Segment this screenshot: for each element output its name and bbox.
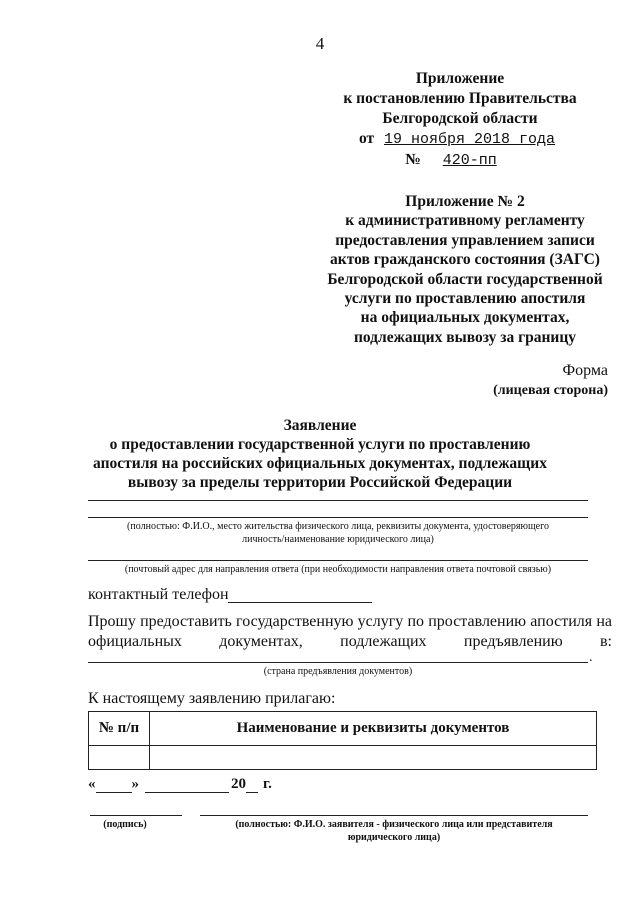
appendix-title: Приложение bbox=[415, 70, 505, 87]
request-line-1: Прошу предоставить государственную услугу по проставлению апостиля на bbox=[88, 613, 612, 630]
appendix-date bbox=[320, 129, 600, 150]
date-year-suffix: г. bbox=[263, 776, 272, 792]
appendix-2-line: актов гражданского состояния (ЗАГС) bbox=[330, 251, 600, 269]
statement-line: вывозу за пределы территории Российской Федерации bbox=[127, 474, 513, 491]
appendix-line-1: к постановлению Правительства bbox=[343, 90, 577, 107]
caption-applicant-line-2: юридического лица) bbox=[347, 832, 441, 843]
appendix-2-line: услуги по проставлению апостиля bbox=[344, 290, 586, 308]
date-day-field[interactable] bbox=[96, 778, 132, 793]
applicant-fullname-field[interactable] bbox=[200, 815, 588, 816]
page-number: 4 bbox=[315, 34, 325, 53]
caption-fullname bbox=[88, 520, 588, 546]
table-row[interactable] bbox=[89, 746, 597, 770]
appendix-2-line: предоставления управлением записи bbox=[335, 231, 595, 249]
appendix-header bbox=[320, 69, 600, 171]
request-line-2 bbox=[88, 633, 612, 651]
table-cell-number[interactable] bbox=[89, 746, 150, 770]
caption-signature: (подпись) bbox=[103, 819, 147, 830]
documents-table bbox=[88, 711, 597, 770]
date-close-quote: » bbox=[131, 776, 139, 792]
appendix-2-block bbox=[300, 192, 630, 347]
appendix-2-title: Приложение № 2 bbox=[405, 193, 525, 210]
contact-phone-label: контактный телефон bbox=[88, 586, 229, 603]
caption-fullname-line-2: личность/наименование юридического лица) bbox=[242, 534, 434, 545]
applicant-name-line-1[interactable] bbox=[88, 500, 588, 501]
date-month-field[interactable] bbox=[145, 778, 229, 793]
table-header-row bbox=[89, 712, 597, 746]
column-header-number: № п/п bbox=[89, 712, 150, 746]
caption-country: (страна предъявления документов) bbox=[263, 666, 413, 677]
postal-address-line[interactable] bbox=[88, 560, 588, 561]
statement-line: о предоставлении государственной услуги по проставлению bbox=[109, 436, 531, 453]
applicant-name-line-2[interactable] bbox=[88, 517, 588, 518]
appendix-date-value: 19 ноября 2018 года bbox=[384, 131, 556, 148]
contact-phone-field[interactable] bbox=[228, 602, 372, 603]
signature-field[interactable] bbox=[90, 815, 182, 816]
caption-applicant-line-1: (полностью: Ф.И.О. заявителя - физического лица или представителя bbox=[235, 819, 553, 830]
caption-applicant bbox=[200, 818, 588, 844]
appendix-number bbox=[320, 150, 600, 171]
appendix-number-prefix: № bbox=[405, 151, 421, 168]
request-word: предъявлению bbox=[463, 633, 563, 650]
caption-fullname-line-1: (полностью: Ф.И.О., место жительства физического лица, реквизиты документа, удостоверяющего bbox=[127, 521, 549, 532]
form-side-label: (лицевая сторона) bbox=[493, 383, 608, 398]
appendix-number-value: 420-пп bbox=[442, 152, 497, 169]
appendix-2-line: к административному регламенту bbox=[345, 212, 585, 230]
date-open-quote: « bbox=[88, 776, 96, 792]
statement-title: Заявление bbox=[283, 417, 357, 434]
statement-title-block bbox=[80, 416, 560, 492]
date-year-field[interactable] bbox=[246, 778, 258, 793]
request-word: в: bbox=[600, 633, 612, 650]
caption-postal: (почтовый адрес для направления ответа (при необходимости направления ответа почтовой связью) bbox=[124, 564, 552, 575]
attachments-label: К настоящему заявлению прилагаю: bbox=[88, 690, 336, 707]
form-label: Форма bbox=[562, 362, 608, 379]
appendix-line-2: Белгородской области bbox=[382, 110, 538, 127]
country-field-end-dot: . bbox=[589, 650, 593, 665]
request-word: официальных bbox=[88, 633, 182, 650]
appendix-2-line: на официальных документах, bbox=[360, 309, 570, 327]
date-line bbox=[88, 776, 272, 793]
date-year-prefix: 20 bbox=[231, 776, 246, 792]
request-word: документах, bbox=[219, 633, 303, 650]
table-cell-documents[interactable] bbox=[150, 746, 597, 770]
appendix-date-prefix: от bbox=[358, 130, 375, 147]
request-word: подлежащих bbox=[340, 633, 427, 650]
column-header-documents: Наименование и реквизиты документов bbox=[150, 712, 597, 746]
appendix-2-line: подлежащих вывозу за границу bbox=[353, 328, 577, 346]
country-field[interactable] bbox=[88, 662, 588, 663]
statement-line: апостиля на российских официальных документах, подлежащих bbox=[93, 455, 547, 472]
appendix-2-line: Белгородской области государственной bbox=[327, 270, 603, 288]
